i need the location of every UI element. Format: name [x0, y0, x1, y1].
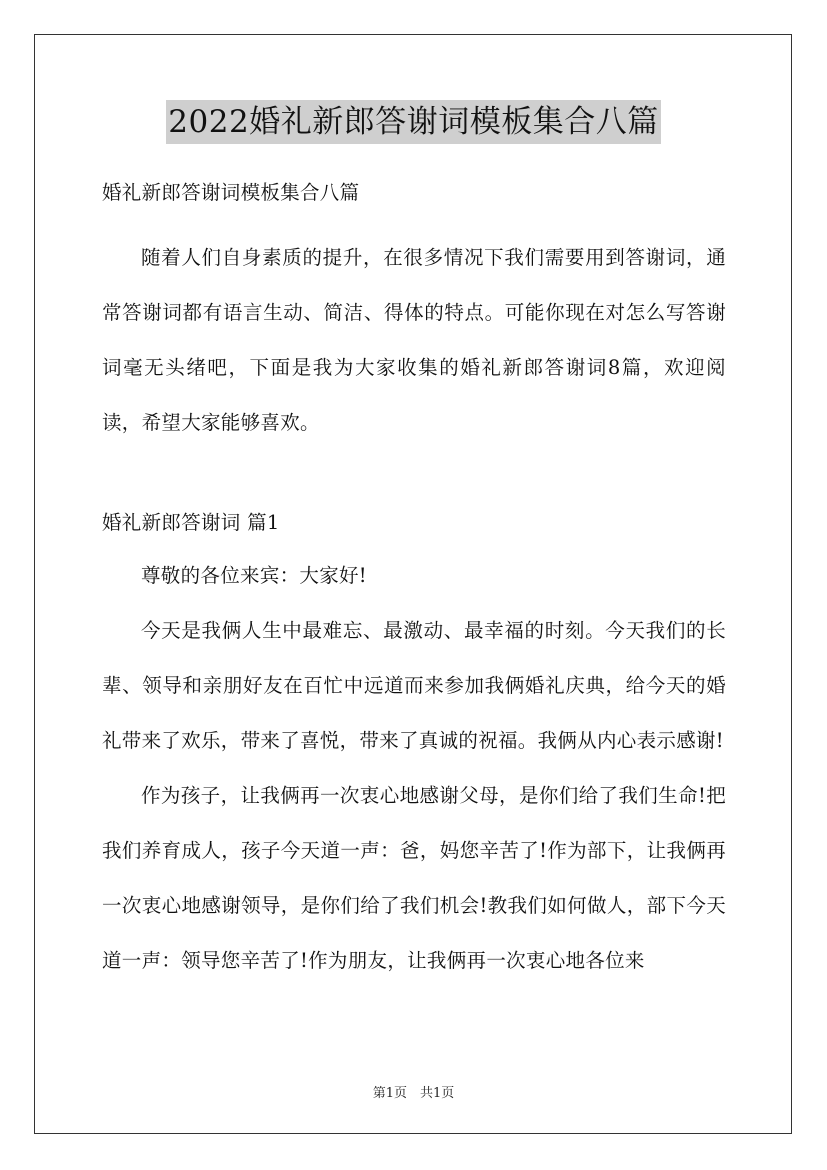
body-paragraph-1: 今天是我俩人生中最难忘、最激动、最幸福的时刻。今天我们的长辈、领导和亲朋好友在百忙中远道而来参加我俩婚礼庆典，给今天的婚礼带来了欢乐，带来了喜悦，带来了真诚的祝福。我俩从内心表示感谢! [102, 619, 726, 752]
document-subtitle: 婚礼新郎答谢词模板集合八篇 [102, 181, 360, 204]
page-footer: 第1页 共1页 [372, 1086, 455, 1101]
intro-paragraph: 随着人们自身素质的提升，在很多情况下我们需要用到答谢词，通常答谢词都有语言生动、简洁、得体的特点。可能你现在对怎么写答谢词毫无头绪吧，下面是我为大家收集的婚礼新郎答谢词8篇，欢迎阅读，希望大家能够喜欢。 [102, 246, 726, 434]
title-container [0, 100, 827, 144]
spacer [102, 212, 726, 230]
document-body [102, 174, 726, 988]
document-title: 2022婚礼新郎答谢词模板集合八篇 [166, 100, 660, 144]
body-paragraph-2: 作为孩子，让我俩再一次衷心地感谢父母，是你们给了我们生命!把我们养育成人，孩子今天道一声：爸，妈您辛苦了!作为部下，让我俩再一次衷心地感谢领导，是你们给了我们机会!教我们如何做人，部下今天道一声：领导您辛苦了!作为朋友，让我俩再一次衷心地各位来 [102, 784, 726, 972]
greeting-paragraph: 尊敬的各位来宾：大家好! [141, 564, 367, 587]
section-heading: 婚礼新郎答谢词 篇1 [102, 511, 280, 534]
spacer [102, 450, 726, 504]
